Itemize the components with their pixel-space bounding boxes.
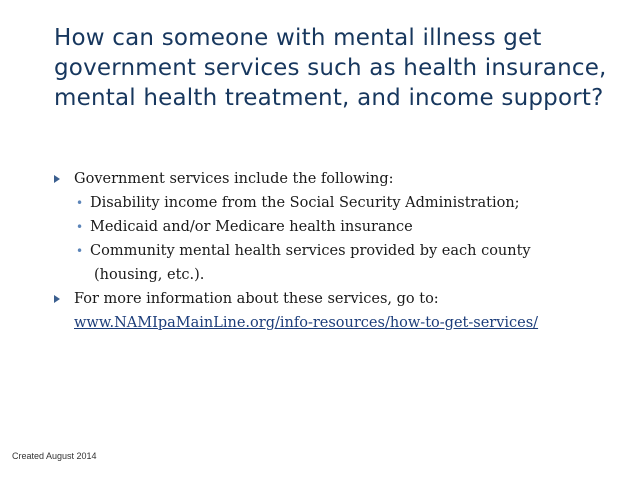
bullet-link-row [54,311,624,335]
sub-bullet-text: Medicaid and/or Medicare health insurance [90,219,413,235]
dot-icon: • [76,196,84,210]
sub-bullet-text-line2: (housing, etc.). [94,267,205,283]
bullet-item-services [54,167,624,191]
sub-bullet-text-line1: Community mental health services provided by each county [90,243,531,259]
bullet-text: For more information about these services, go to: [74,291,439,307]
triangle-right-icon [54,287,66,311]
sub-bullet-community-services [54,239,624,287]
created-date-footer: Created August 2014 [12,451,97,461]
sub-bullet-health-insurance [54,215,624,239]
services-link[interactable]: www.NAMIpaMainLine.org/info-resources/how-to-get-services/ [74,315,539,331]
dot-icon: • [76,244,84,258]
slide-title: How can someone with mental illness get government services such as health insurance, mental health treatment, and income support? [54,25,607,111]
bullet-text: Government services include the following: [74,171,394,187]
sub-bullet-text: Disability income from the Social Security Administration; [90,195,520,211]
dot-icon: • [76,220,84,234]
slide-body [54,167,624,335]
bullet-item-more-info [54,287,624,311]
triangle-right-icon [54,167,66,191]
sub-bullet-disability-income [54,191,624,215]
